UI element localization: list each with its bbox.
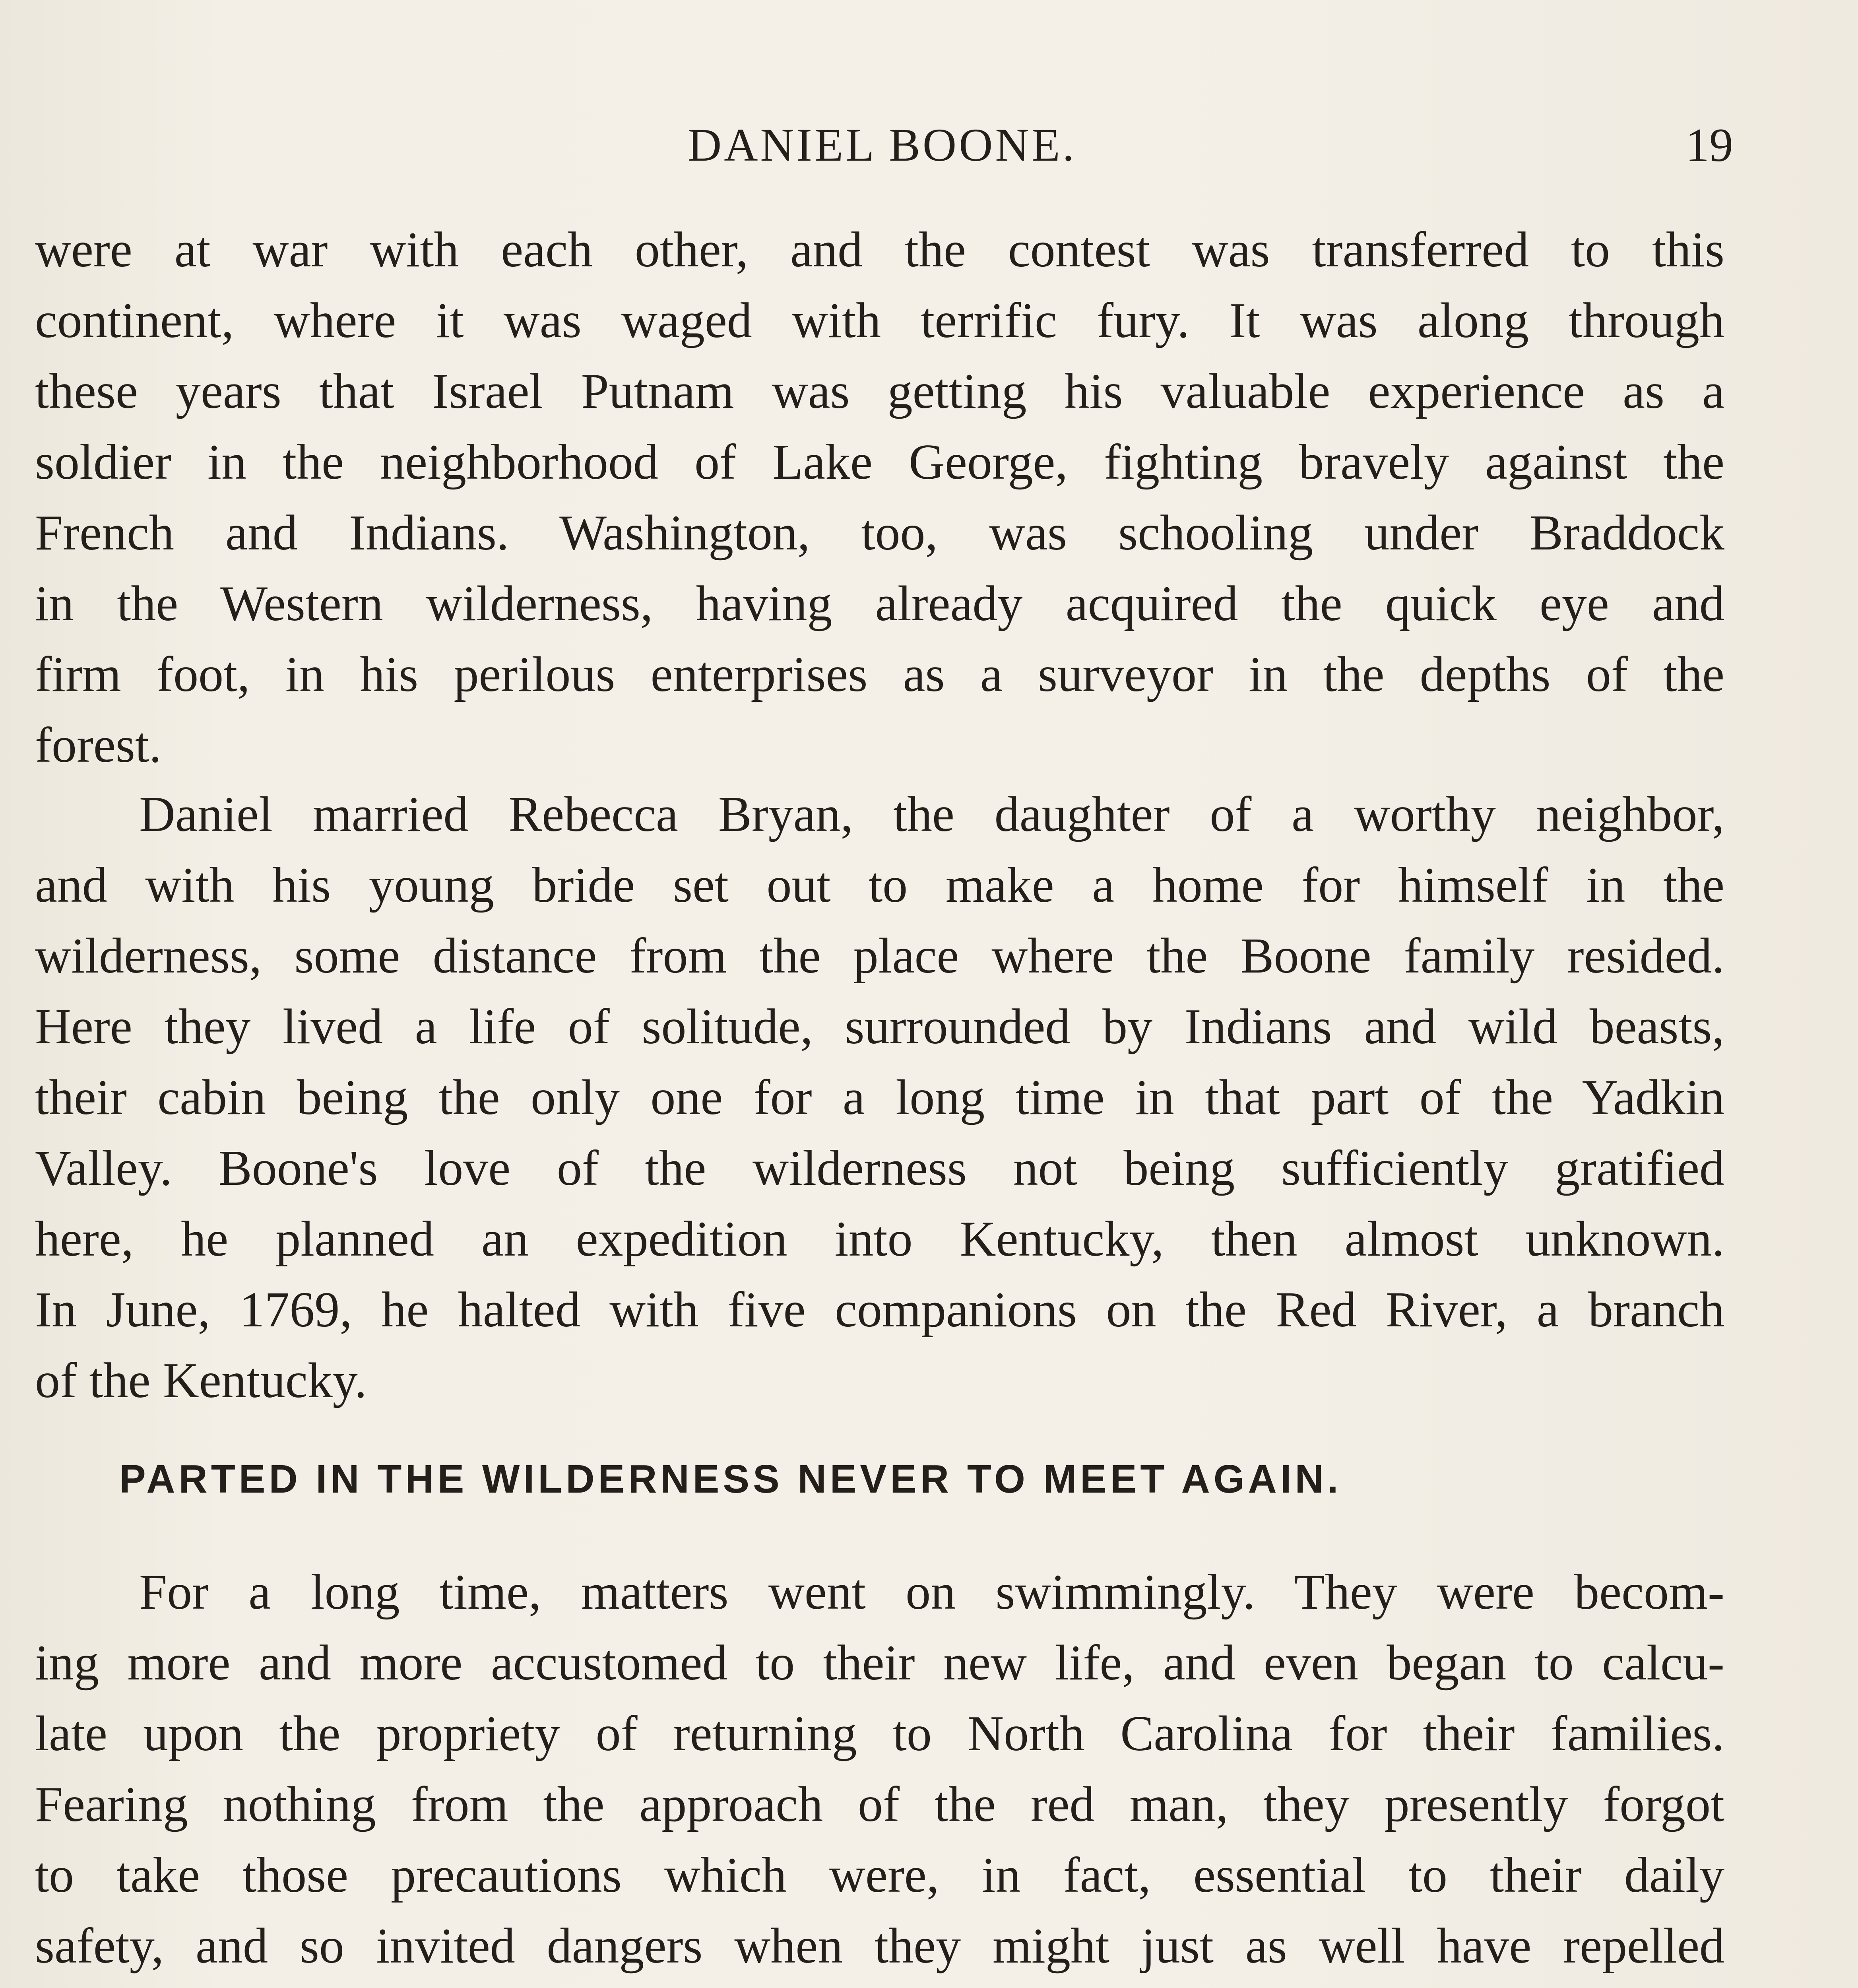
text-line: In June, 1769, he halted with five companions on the Red River, a branch: [35, 1282, 1724, 1338]
text-line: continent, where it was waged with terrific fury. It was along through: [35, 293, 1724, 348]
running-head: [0, 117, 1858, 173]
running-title: DANIEL BOONE.: [688, 119, 1077, 171]
text-line: forest.: [35, 718, 162, 773]
text-line: late upon the propriety of returning to North Carolina for their families.: [35, 1706, 1724, 1761]
page-number: 19: [1685, 118, 1733, 171]
text-line: French and Indians. Washington, too, was schooling under Braddock: [35, 505, 1724, 561]
text-line: For a long time, matters went on swimmingly. They were becom-: [139, 1565, 1724, 1620]
text-line: safety, and so invited dangers when they might just as well have repelled: [35, 1918, 1724, 1974]
text-line: these years that Israel Putnam was getting his valuable experience as a: [35, 364, 1724, 419]
text-line: ing more and more accustomed to their new life, and even began to calcu-: [35, 1635, 1724, 1691]
text-line: in the Western wilderness, having already acquired the quick eye and: [35, 576, 1724, 631]
text-line: wilderness, some distance from the place where the Boone family resided.: [35, 928, 1724, 984]
text-line: Daniel married Rebecca Bryan, the daughter of a worthy neighbor,: [139, 787, 1724, 842]
text-line: Valley. Boone's love of the wilderness not being sufficiently gratified: [35, 1141, 1724, 1196]
text-line: Fearing nothing from the approach of the red man, they presently forgot: [35, 1777, 1724, 1832]
text-line: soldier in the neighborhood of Lake George, fighting bravely against the: [35, 435, 1724, 490]
text-line: here, he planned an expedition into Kentucky, then almost unknown.: [35, 1211, 1724, 1267]
text-line: their cabin being the only one for a long time in that part of the Yadkin: [35, 1070, 1724, 1125]
paragraph-3: [35, 1557, 1724, 1988]
text-line: firm foot, in his perilous enterprises as a surveyor in the depths of the: [35, 647, 1724, 702]
paragraph-1: [35, 215, 1724, 781]
paragraph-2: [35, 779, 1724, 1416]
text-line: were at war with each other, and the contest was transferred to this: [35, 222, 1724, 278]
text-line: and with his young bride set out to make a home for himself in the: [35, 858, 1724, 913]
text-line: of the Kentucky.: [35, 1353, 367, 1408]
text-line: [35, 1982, 1724, 1988]
text-line: Here they lived a life of solitude, surrounded by Indians and wild beasts,: [35, 999, 1724, 1054]
section-heading: PARTED IN THE WILDERNESS NEVER TO MEET AGAIN.: [119, 1457, 1342, 1501]
text-line: to take those precautions which were, in fact, essential to their daily: [35, 1848, 1724, 1903]
